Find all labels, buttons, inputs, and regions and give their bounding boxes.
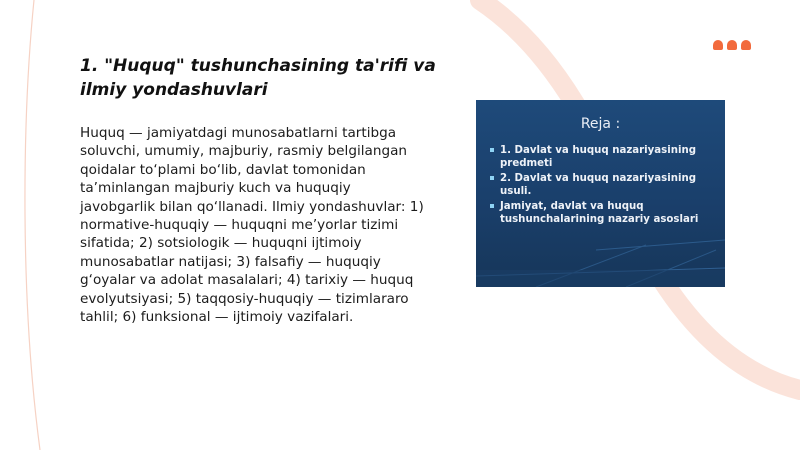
accent-dot-icon bbox=[741, 40, 751, 50]
thin-left-line bbox=[25, 0, 40, 450]
reja-item-text: 2. Davlat va huquq nazariyasining usuli. bbox=[500, 173, 697, 197]
square-bullet-icon bbox=[490, 176, 494, 180]
reja-item-text: Jamiyat, davlat va huquq tushunchalarining nazariy asoslari bbox=[500, 201, 699, 225]
reja-item bbox=[490, 172, 718, 198]
reja-item-text: 1. Davlat va huquq nazariyasining predmeti bbox=[500, 145, 697, 169]
square-bullet-icon bbox=[490, 148, 494, 152]
accent-dot-icon bbox=[713, 40, 723, 50]
reja-item bbox=[490, 144, 718, 170]
accent-dot-icon bbox=[727, 40, 737, 50]
reja-title: Reja : bbox=[580, 116, 621, 132]
reja-image bbox=[476, 100, 725, 287]
square-bullet-icon bbox=[490, 204, 494, 208]
accent-dots bbox=[713, 40, 751, 50]
slide-title: 1. "Huquq" tushunchasining ta'rifi va ilmiy yondashuvlari bbox=[80, 56, 436, 100]
reja-item bbox=[490, 200, 718, 226]
slide-body-text: Huquq — jamiyatdagi munosabatlarni tartibga soluvchi, umumiy, majburiy, rasmiy belgilangan qoidalar to‘plami bo‘lib, davlat tomonidan ta’minlangan majburiy kuch va huquqiy javobgarlik bilan qo‘llanadi. Ilmiy yondashuvlar: 1) normative-huquqiy — huquqni me’yorlar tizimi sifatida; 2) sotsiologik — huquqni ijtimoiy munosabatlar natijasi; 3) falsafiy — huquqiy g‘oyalar va adolat masalalari; 4) tarixiy — huquq evolyutsiyasi; 5) taqqosiy-huquqiy — tizimlararo tahlil; 6) funksional — ijtimoiy vazifalari. bbox=[80, 125, 424, 326]
reja-list bbox=[490, 144, 718, 228]
